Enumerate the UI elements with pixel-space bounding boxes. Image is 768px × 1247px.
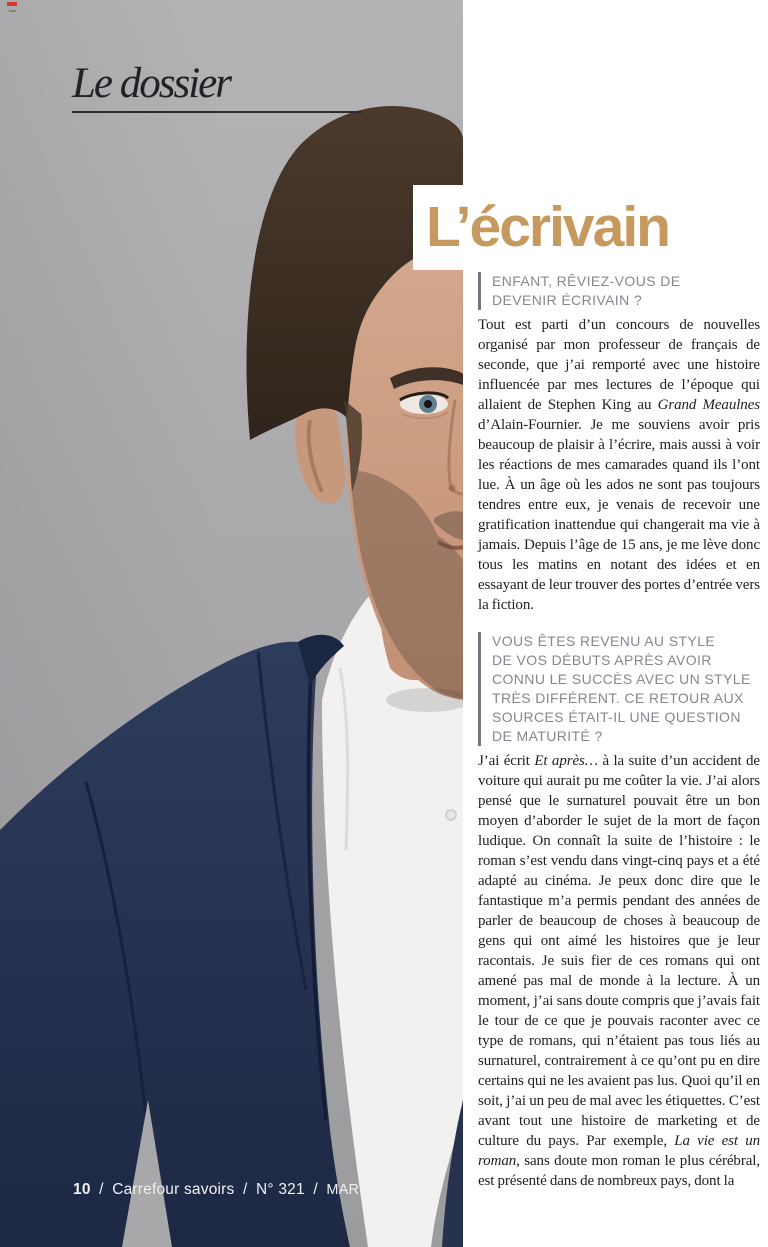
magazine-name: Carrefour savoirs <box>112 1181 235 1198</box>
shirt-button <box>446 810 456 820</box>
question-line: SOURCES ÉTAIT-IL UNE QUESTION <box>492 709 741 725</box>
answer-2 <box>478 751 760 1191</box>
answer-text: d’Alain-Fournier. Je me souviens avoir pris beaucoup de plaisir à l’écrire, mais aussi à voir les réactions de mes camarades quand ils l’ont lue. À un âge où les ados ne sont pas toujours tendres entre eux, je venais de recevoir une gratification inattendue qui changerait ma vie à jamais. Depuis l’âge de 15 ans, je me lève donc tous les matins en notant des idées et en essayant de leur trouver des portes d’entrée vers la fiction. <box>478 417 760 613</box>
issue-number: N° 321 <box>256 1181 305 1198</box>
issue-date: MARS 2026 <box>326 1182 407 1198</box>
page-number: 10 <box>73 1181 91 1198</box>
headline-box <box>413 185 768 270</box>
interview-column <box>478 272 760 1208</box>
footer-separator: / <box>243 1181 248 1198</box>
nostril <box>449 485 456 492</box>
question-line: DEVENIR ÉCRIVAIN ? <box>492 292 643 308</box>
book-title: Et après… <box>534 753 598 769</box>
question-2 <box>478 632 760 746</box>
answer-text: , sans doute mon roman le plus cérébral, est présenté dans de nombreux pays, dont la <box>478 1153 760 1189</box>
answer-text: J’ai écrit <box>478 753 535 769</box>
page-footer <box>73 1181 406 1199</box>
answer-text: Tout est parti d’un concours de nouvelles organisé par mon professeur de français de seconde, que j’ai remporté avec une histoire influencée par mes lectures de l’époque qui allaient de Stephen King au <box>478 317 760 413</box>
question-line: VOUS ÊTES REVENU AU STYLE <box>492 633 716 649</box>
scan-artifact-gray <box>9 10 16 12</box>
question-line: TRÈS DIFFÉRENT. CE RETOUR AUX <box>492 690 744 706</box>
scan-artifact-red <box>7 2 17 6</box>
question-line: ENFANT, RÊVIEZ-VOUS DE <box>492 273 681 289</box>
footer-separator: / <box>99 1181 104 1198</box>
book-title: La vie est un roman <box>478 1133 760 1169</box>
question-line: DE MATURITÉ ? <box>492 728 603 744</box>
page-title: L’écrivain <box>426 195 669 259</box>
book-title: Grand Meaulnes <box>657 397 760 413</box>
kicker: Le dossier <box>72 60 230 107</box>
kicker-rule <box>72 60 362 113</box>
question-line: CONNU LE SUCCÈS AVEC UN STYLE <box>492 671 751 687</box>
question-1 <box>478 272 760 310</box>
answer-1 <box>478 315 760 615</box>
answer-text: à la suite d’un accident de voiture qui aurait pu me coûter la vie. J’ai alors pensé que le surnaturel pouvait être un bon moyen d’aborder le sujet de la mort de façon ludique. On connaît la suite de l’histoire : le roman s’est vendu dans vingt-cinq pays et a été adapté au cinéma. Je peux donc dire que le fantastique m’a permis pendant des années de parler de beaucoup de choses à beaucoup de gens qui ont aimé les histoires que je leur racontais. Je suis fier de ces romans qui ont amené pas mal de monde à la lecture. À un moment, j’ai sans doute compris que j’avais fait le tour de ce que je pouvais raconter avec ce type de romans, qui n’étaient pas tous liés au surnaturel, contrairement à ce qu’ont pu en dire certains qui ne les avaient pas lus. Quoi qu’il en soit, j’ai un peu de mal avec les étiquettes. C’est avant tout une histoire de marketing et de culture du pays. Par exemple, <box>478 753 760 1149</box>
footer-separator: / <box>313 1181 318 1198</box>
question-line: DE VOS DÉBUTS APRÈS AVOIR <box>492 652 712 668</box>
